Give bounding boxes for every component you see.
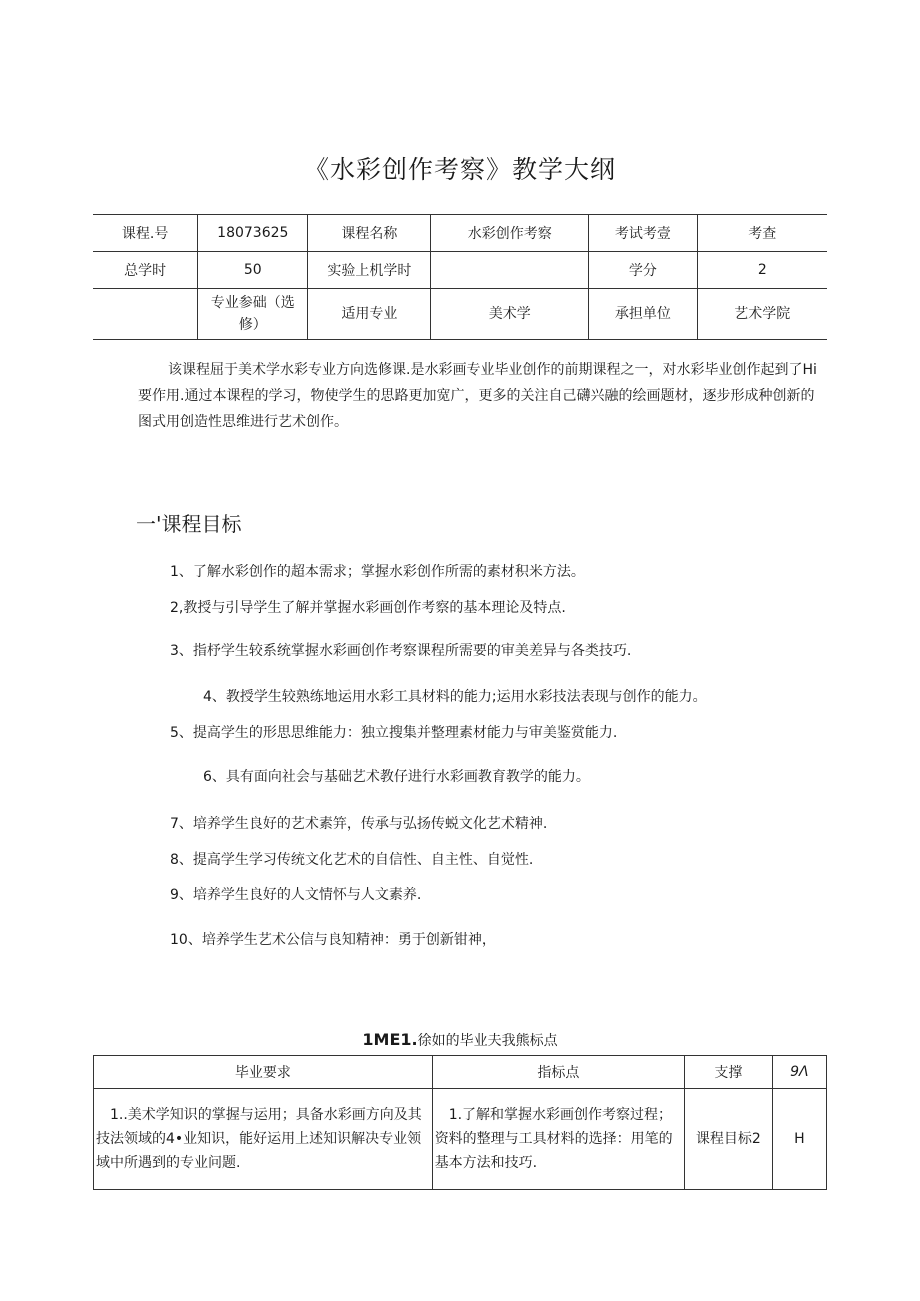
goal-item: 9、培养学生良好的人文情怀与人文素养. [170, 887, 422, 903]
value-course-name: 水彩创作考察 [431, 215, 589, 252]
label-course-number: 课程.号 [93, 215, 198, 252]
table-row [94, 1089, 827, 1190]
intro-paragraph: 该课程屈于美术学水彩专业方向选修课.是水彩画专业毕业创作的前期课程之一，对水彩毕业创作起到了Hi要作用.通过本课程的学习，物使学生的思路更加宽广，更多的关注自己礴兴融的绘画题材，逐步形成种创新的图式用创造性思维进行艺术创作。 [138, 362, 817, 430]
table-header-row [94, 1056, 827, 1089]
goal-item: 1、了解水彩创作的超本需求；掌握水彩创作所需的素材积米方法。 [170, 564, 585, 580]
goal-item: 4、教授学生较熟练地运用水彩工具材料的能力;运用水彩技法表现与创作的能力。 [203, 689, 707, 705]
cell-support: 课程目标2 [685, 1089, 773, 1190]
goal-item: 2,教授与引导学生了解并掌握水彩画创作考察的基本理论及特点. [170, 600, 566, 616]
header-requirement: 毕业要求 [94, 1056, 433, 1089]
goal-item: 3、指杼学生较系统掌握水彩画创作考察课程所需要的审美差异与各类技巧. [170, 643, 632, 659]
value-course-type: 专业参础（选修） [198, 289, 308, 340]
header-support: 支撑 [685, 1056, 773, 1089]
info-row [93, 215, 827, 252]
goal-item: 8、提高学生学习传统文化艺术的自信性、自主性、自觉性. [170, 852, 534, 868]
label-lab-hours: 实验上机学时 [308, 252, 431, 289]
value-course-number: 18073625 [198, 215, 308, 252]
table-caption-number: 1ME1. [362, 1030, 418, 1049]
cell-requirement: 1..美术学知识的掌握与运用；具备水彩画方向及其技法领域的4•业知识，能好运用上述知识解决专业领域中所遇到的专业问题. [94, 1089, 433, 1190]
header-level: 9Λ [772, 1056, 826, 1089]
label-major: 适用专业 [308, 289, 431, 340]
cell-level: H [772, 1089, 826, 1190]
label-course-type [93, 289, 198, 340]
info-row [93, 252, 827, 289]
cell-indicator: 1.了解和掌握水彩画创作考察过程；资料的整理与工具材料的选择：用笔的基本方法和技巧. [432, 1089, 684, 1190]
table-caption [0, 1030, 920, 1050]
section-heading-course-goals: 一'课程目标 [136, 512, 242, 536]
value-department: 艺术学院 [697, 289, 827, 340]
value-assessment: 考查 [697, 215, 827, 252]
goal-item: 7、培养学生良好的艺术素笄，传承与弘扬传蜕文化艺术精神. [170, 816, 548, 832]
info-row [93, 289, 827, 340]
goal-item: 5、提高学生的形思思维能力：独立搜集并整理素材能力与审美鉴赏能力. [170, 725, 618, 741]
label-credits: 学分 [589, 252, 698, 289]
table-caption-text: 徐如的毕业夫我熊标点 [417, 1033, 558, 1049]
value-total-hours: 50 [198, 252, 308, 289]
value-major: 美术学 [431, 289, 589, 340]
document-title: 《水彩创作考察》教学大纲 [303, 155, 616, 184]
value-credits: 2 [697, 252, 827, 289]
goal-item: 10、培养学生艺术公信与良知精神：勇于创新钳神， [170, 932, 496, 948]
label-department: 承担单位 [589, 289, 698, 340]
course-info-table [93, 214, 827, 340]
header-indicator: 指标点 [432, 1056, 684, 1089]
value-lab-hours [431, 252, 589, 289]
label-course-name: 课程名称 [308, 215, 431, 252]
label-assessment: 考试考壹 [589, 215, 698, 252]
label-total-hours: 总学时 [93, 252, 198, 289]
requirement-mapping-table [93, 1055, 827, 1190]
goal-item: 6、具有面向社会与基础艺术教仔进行水彩画教育教学的能力。 [203, 769, 590, 785]
